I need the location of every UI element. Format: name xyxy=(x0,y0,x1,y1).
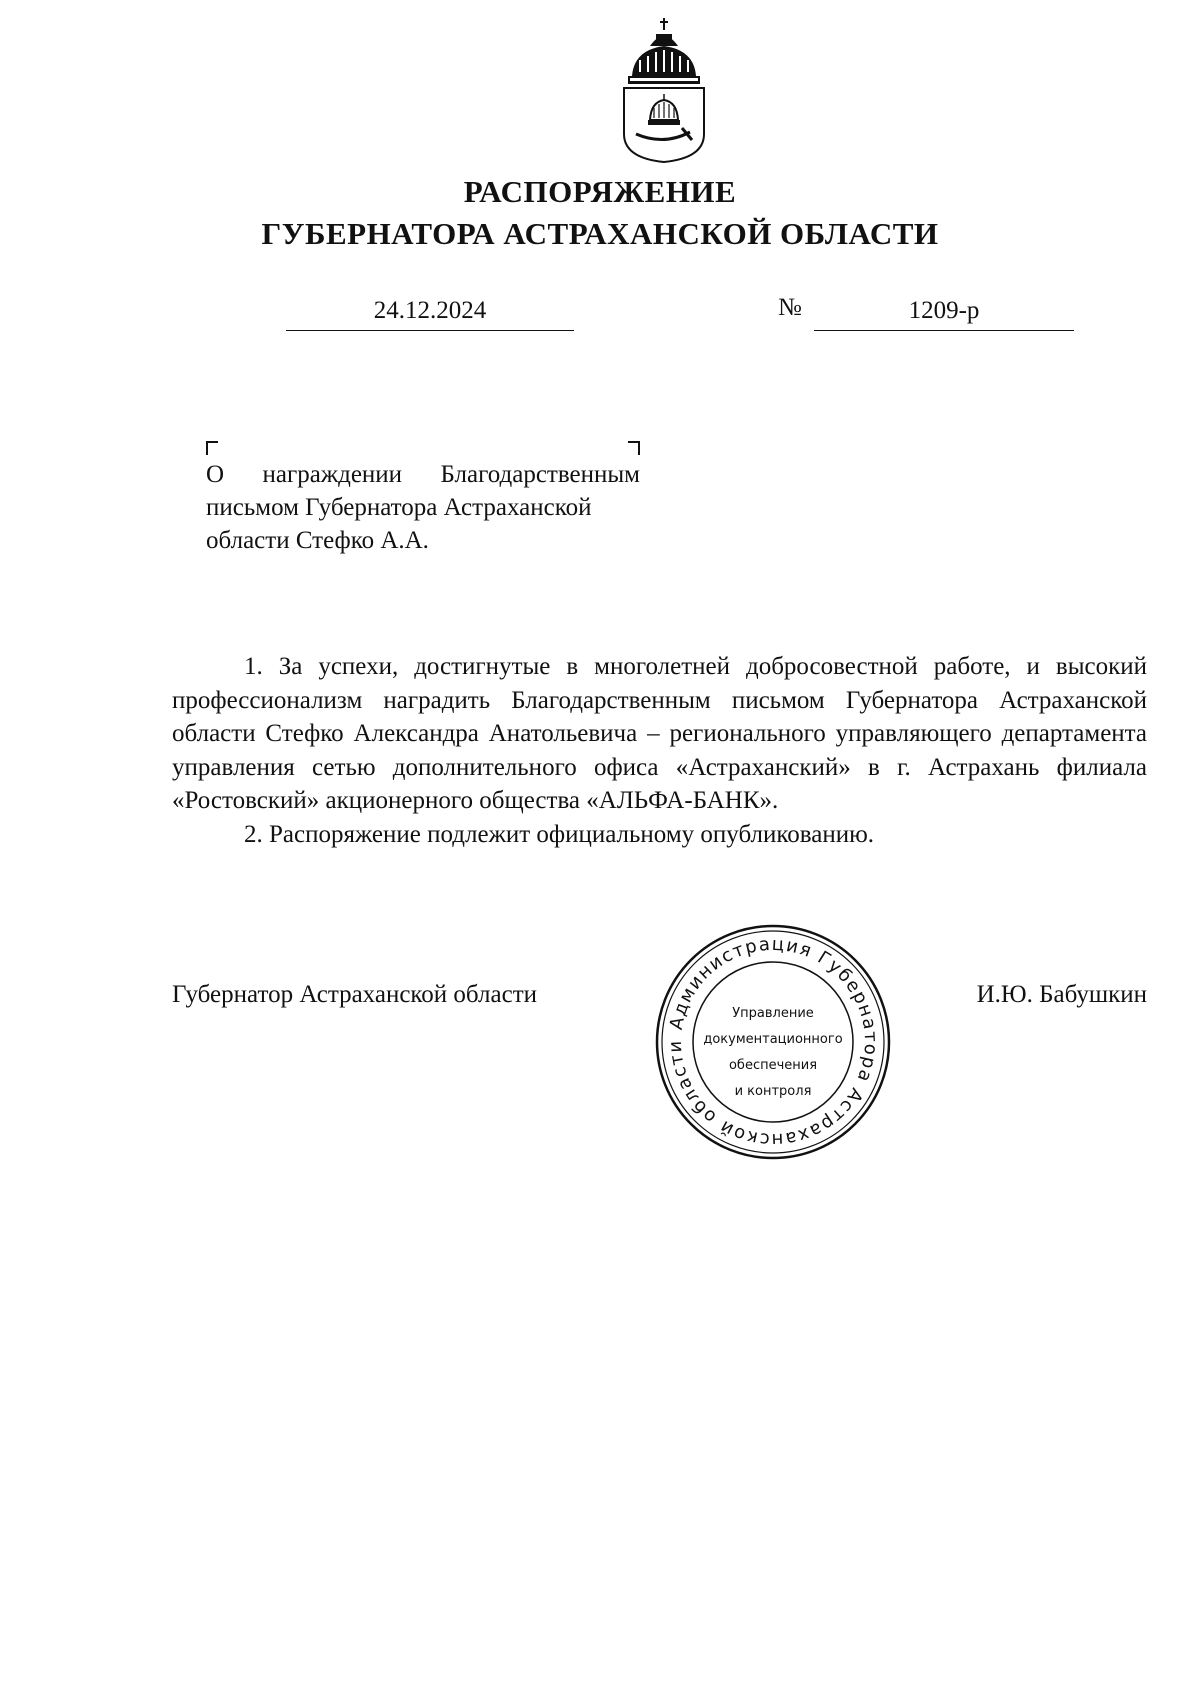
body-paragraph: 2. Распоряжение подлежит официальному опубликованию. xyxy=(244,820,875,848)
coat-of-arms-icon xyxy=(620,16,708,166)
signatory-position: Губернатор Астраханской области xyxy=(172,981,538,1008)
subject-line: письмом Губернатора Астраханской xyxy=(206,494,592,521)
subject-corner-right xyxy=(628,441,640,455)
subject-line: области Стефко А.А. xyxy=(206,527,429,554)
stamp-inner-line: документационного xyxy=(703,1032,843,1047)
document-title: РАСПОРЯЖЕНИЕ xyxy=(463,174,737,209)
stamp-inner-line: и контроля xyxy=(734,1084,812,1099)
signatory-name: И.Ю. Бабушкин xyxy=(976,981,1147,1008)
subject-line: О награждении Благодарственным xyxy=(206,461,640,488)
stamp-outer-text: Администрация Губернатора Астраханской области xyxy=(664,933,882,1151)
document-issuer: ГУБЕРНАТОРА АСТРАХАНСКОЙ ОБЛАСТИ xyxy=(261,216,939,251)
document-body xyxy=(172,650,1147,851)
stamp-inner-line: Управление xyxy=(732,1006,814,1021)
document-subject xyxy=(206,458,640,557)
document-date: 24.12.2024 xyxy=(286,296,574,331)
number-sign: № xyxy=(778,294,802,321)
stamp-inner-line: обеспечения xyxy=(728,1058,818,1073)
document-number: 1209-р xyxy=(814,296,1074,331)
subject-corner-left xyxy=(206,441,218,455)
official-stamp xyxy=(653,922,893,1162)
body-paragraph: 1. За успехи, достигнутые в многолетней добросовестной работе, и высокий профессионализм наградить Благодарственным письмом Губернатора Астраханской области Стефко Александра Анатольевича – регионального управляющего департамента управления сетью дополнительного офиса «Астраханский» в г. Астрахань филиала «Ростовский» акционерного общества «АЛЬФА-БАНК». xyxy=(172,653,1147,814)
